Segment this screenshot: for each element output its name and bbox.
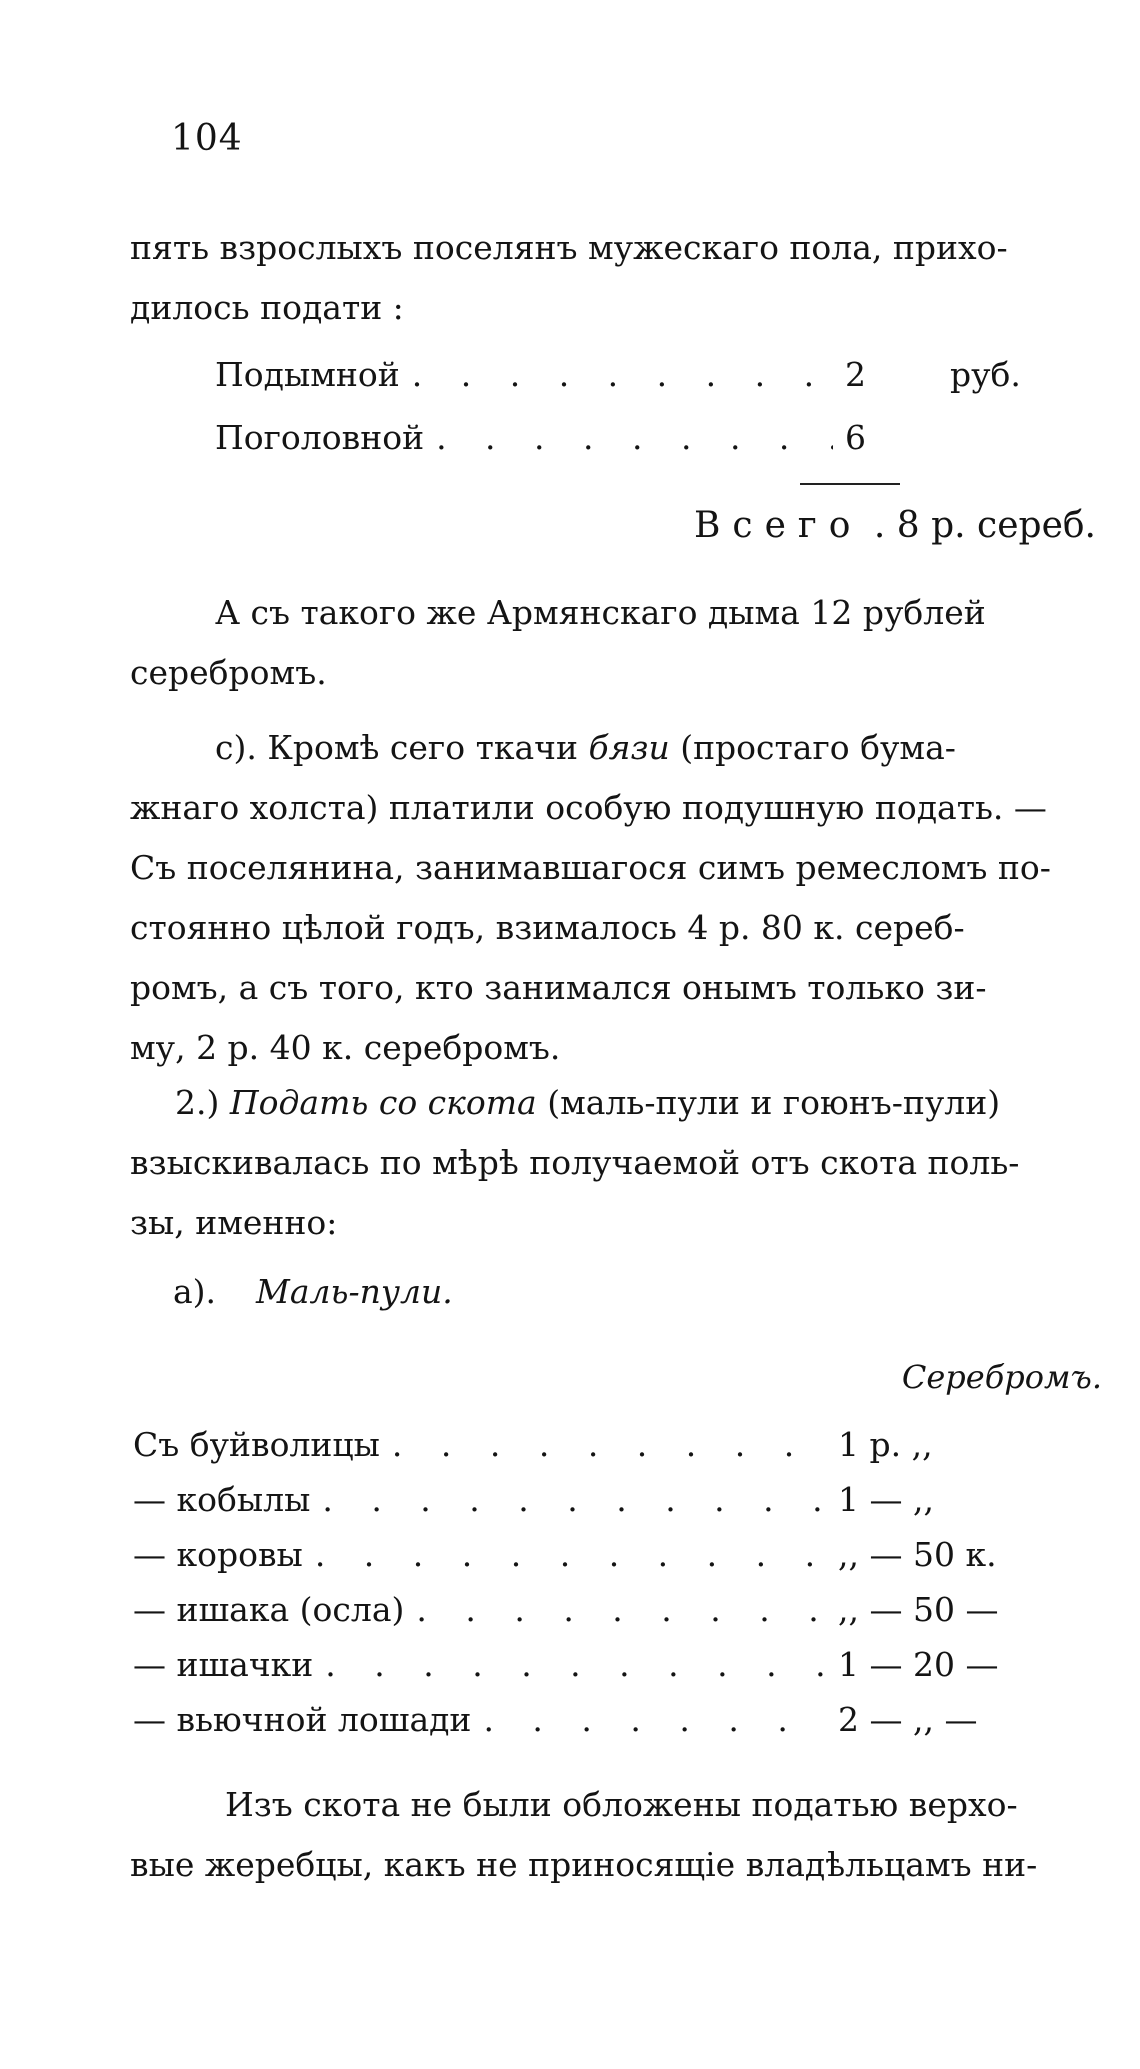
livestock-row [133,1700,1083,1739]
livestock-row [133,1425,1083,1464]
tax-row-label: Подымной [215,355,400,394]
text-segment: с). Кромѣ сего ткачи [215,728,589,767]
livestock-label: — кобылы [133,1480,311,1519]
text-line: жнаго холста) платили особую подушную подать. — [130,788,1047,827]
text-line: зы, именно: [130,1203,338,1242]
leader-dots [315,1535,826,1574]
leader-dots [412,355,833,394]
livestock-rate: ,, — 50 — [838,1590,999,1629]
text-line [130,1073,1096,1133]
text-line [130,718,1096,778]
total-value: . 8 р. сереб. [873,505,1096,546]
livestock-label: — ишачки [133,1645,314,1684]
livestock-rate: 1 — ,, [838,1480,934,1519]
tax-row-podymnoy [215,355,905,394]
closing-paragraph [130,1775,1096,1895]
weavers-paragraph [130,718,1096,1078]
livestock-label: — ишака (осла) [133,1590,405,1629]
subsection-marker: а). [173,1272,217,1311]
armenian-paragraph [130,583,1096,703]
column-header: Серебромъ. [901,1358,1102,1396]
subsection-heading [173,1272,453,1311]
livestock-label: — вьючной лошади [133,1700,472,1739]
livestock-row [133,1590,1083,1629]
leader-dots [392,1425,826,1464]
text-line: дилось подати : [130,288,404,327]
text-segment: (маль-пули и гоюнъ-пули) [536,1083,1001,1122]
livestock-rate: 1 р. ,, [838,1425,933,1464]
text-line: ромъ, а съ того, кто занимался онымъ только зи- [130,968,987,1007]
tax-row-amount: 2 [845,355,866,394]
leader-dots [325,1645,826,1684]
livestock-row [133,1645,1083,1684]
tax-row-amount: 6 [845,418,866,457]
livestock-row [133,1535,1083,1574]
text-line: Изъ скота не были обложены податью верхо- [225,1785,1018,1824]
total-label: Всего [693,505,863,546]
text-line: взыскивалась по мѣрѣ получаемой отъ скота поль- [130,1143,1020,1182]
leader-dots [416,1590,826,1629]
text-line: вые жеребцы, какъ не приносящіе владѣльцамъ ни- [130,1845,1038,1884]
sum-rule [800,483,900,485]
text-line: му, 2 р. 40 к. серебромъ. [130,1028,561,1067]
text-segment: (простаго бума- [669,728,956,767]
livestock-rate: 2 — ,, — [838,1700,978,1739]
italic-term: Подать со скота [229,1083,537,1122]
tax-total [694,505,1096,546]
text-segment: 2.) [175,1083,230,1122]
tax-row-label: Поголовной [215,418,425,457]
livestock-rate: ,, — 50 к. [838,1535,997,1574]
text-line: Съ поселянина, занимавшагося симъ ремесломъ по- [130,848,1051,887]
livestock-rate: 1 — 20 — [838,1645,999,1684]
text-line: серебромъ. [130,653,327,692]
livestock-label: — коровы [133,1535,303,1574]
intro-paragraph [130,218,1096,338]
tax-row-pogolovnoy [215,418,905,457]
page-number: 104 [171,118,243,159]
tax-row-unit: руб. [950,355,1021,394]
text-line: А съ такого же Армянскаго дыма 12 рублей [215,593,986,632]
text-line: стоянно цѣлой годъ, взималось 4 р. 80 к. сереб- [130,908,965,947]
leader-dots [436,418,833,457]
livestock-row [133,1480,1083,1519]
livestock-paragraph [130,1073,1096,1253]
livestock-label: Съ буйволицы [133,1425,380,1464]
subsection-title: Маль-пули. [256,1272,453,1311]
leader-dots [322,1480,826,1519]
leader-dots [483,1700,826,1739]
italic-term: бязи [588,728,670,767]
text-line: пять взрослыхъ поселянъ мужескаго пола, прихо- [130,228,1008,267]
